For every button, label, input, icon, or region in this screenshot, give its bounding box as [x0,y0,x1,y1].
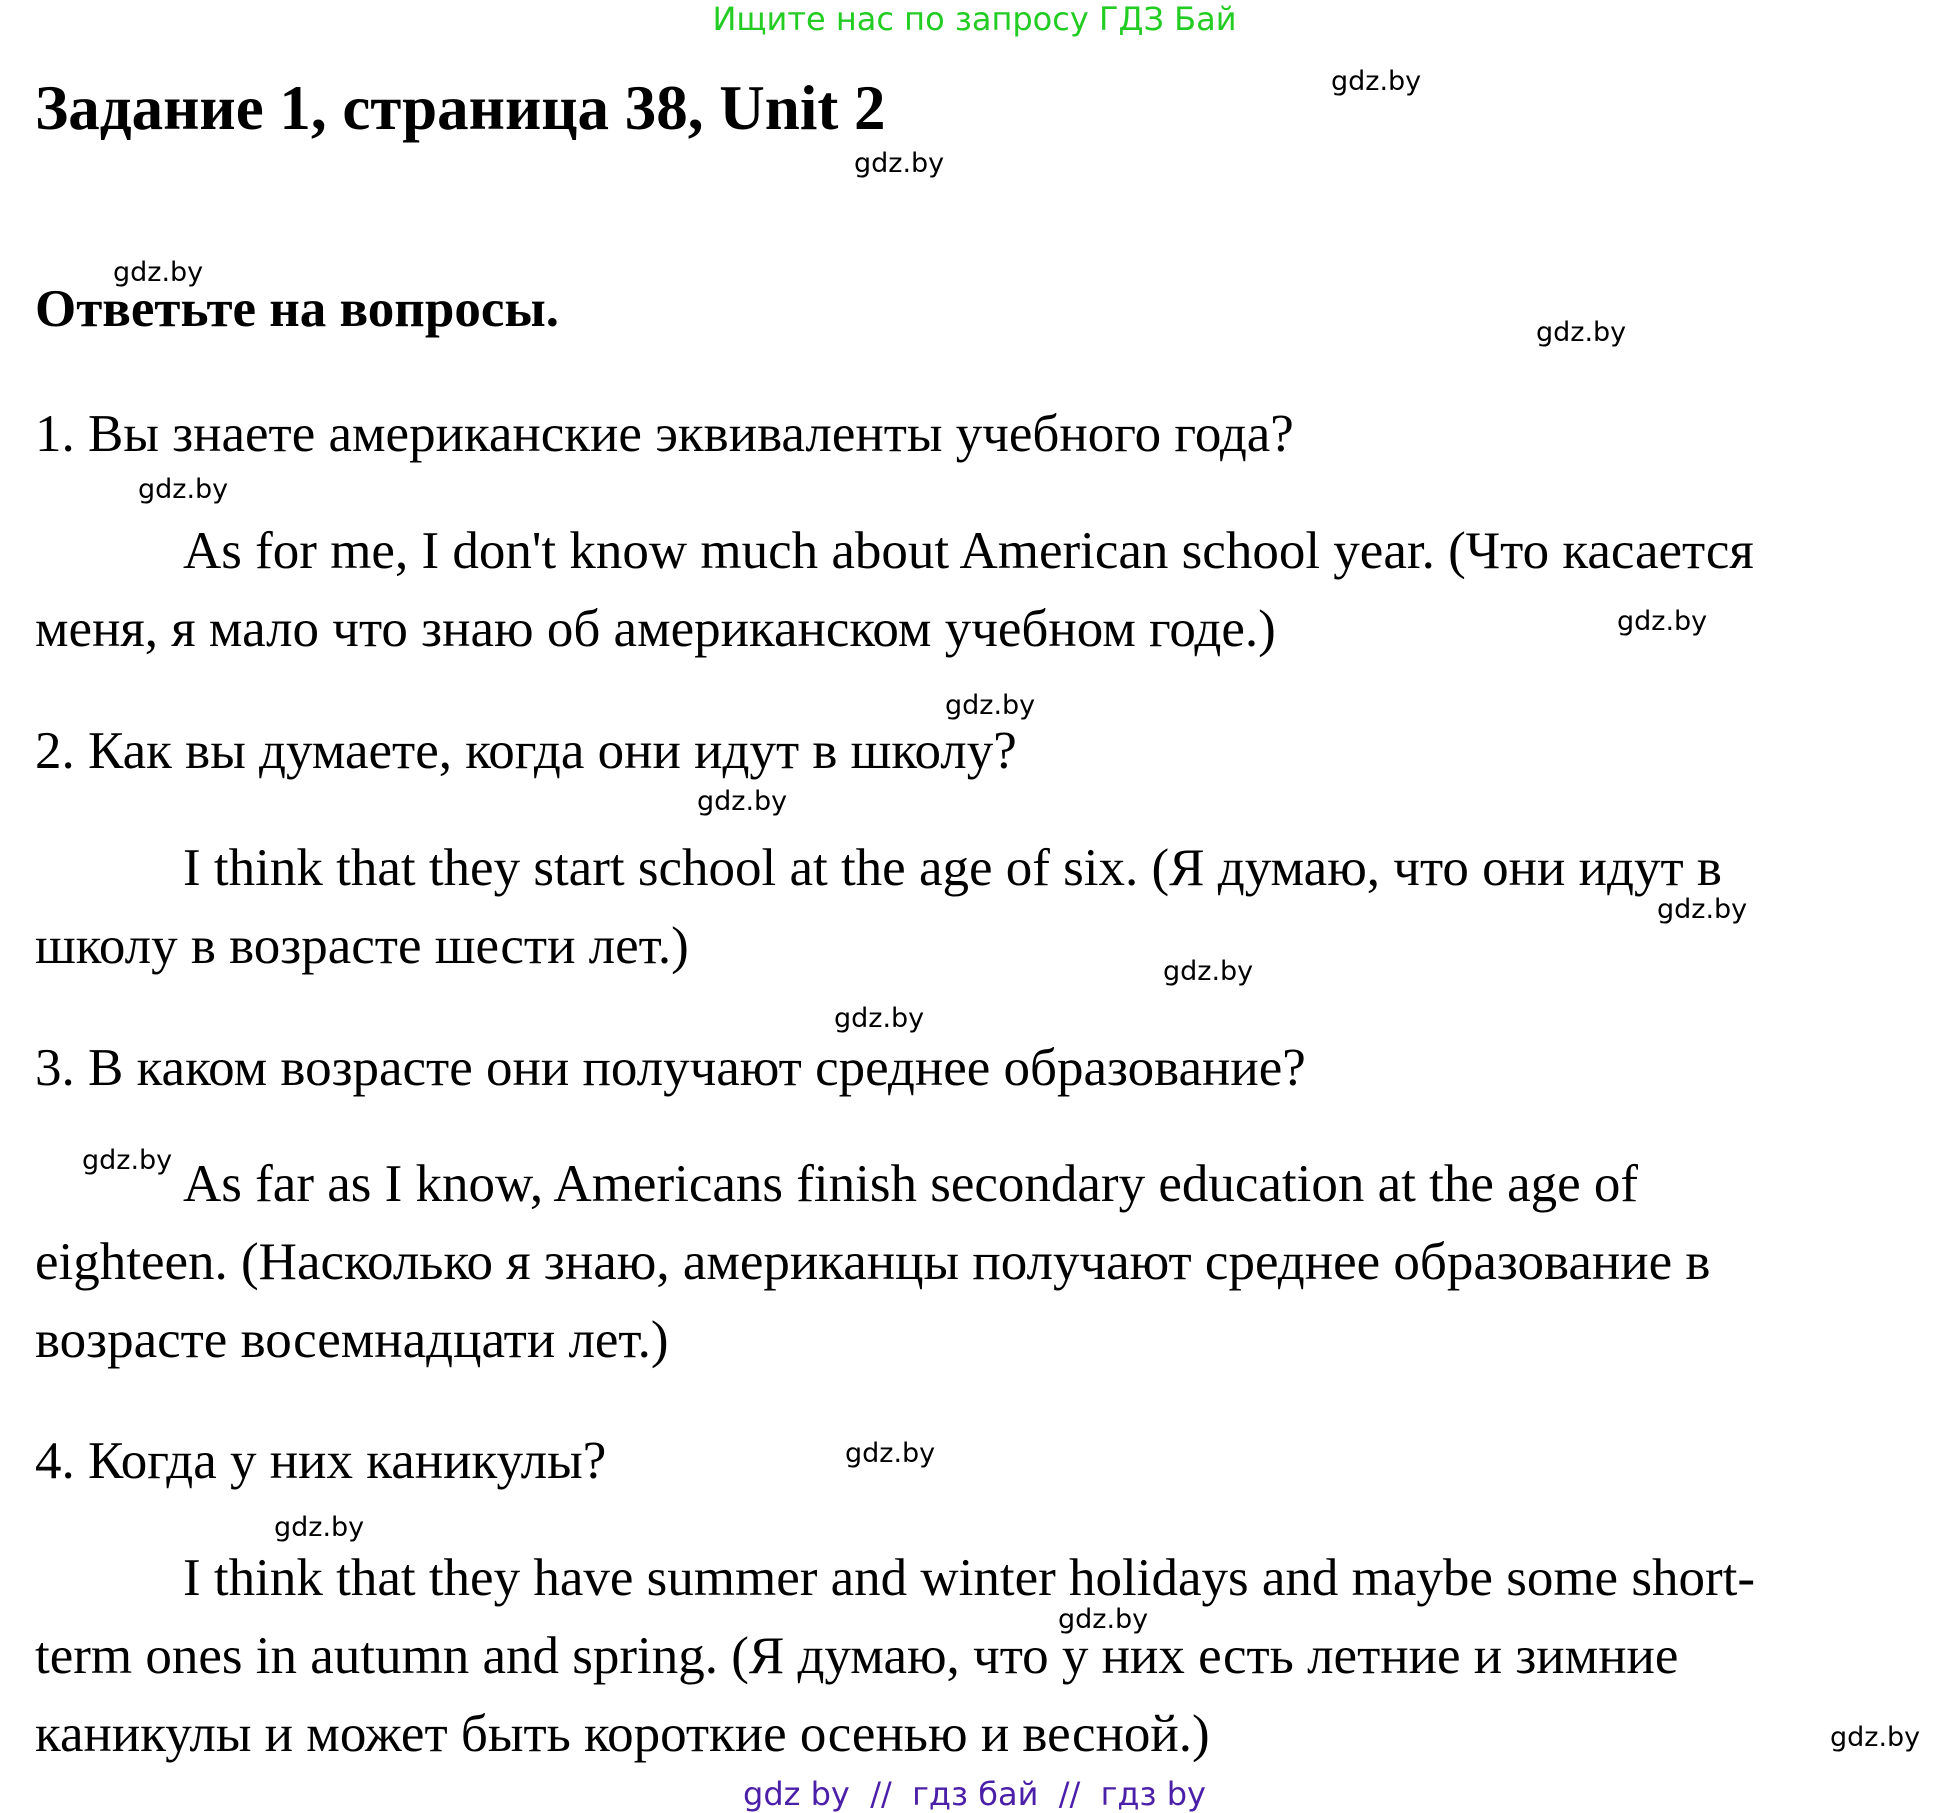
watermark: gdz.by [945,690,1036,721]
watermark: gdz.by [1830,1722,1921,1753]
watermark: gdz.by [113,257,204,288]
watermark: gdz.by [274,1512,365,1543]
watermark: gdz.by [1058,1604,1149,1635]
watermark: gdz.by [845,1438,936,1469]
question-2: 2. Как вы думаете, когда они идут в школу? [35,722,1017,780]
answer-1-line-1: As for me, I don't know much about American school year. (Что касается [183,522,1754,580]
watermark: gdz.by [138,474,229,505]
question-1: 1. Вы знаете американские эквиваленты учебного года? [35,405,1294,463]
watermark: gdz.by [1536,317,1627,348]
answer-4-line-3: каникулы и может быть короткие осенью и весной.) [35,1705,1210,1763]
question-3: 3. В каком возрасте они получают среднее образование? [35,1039,1306,1097]
answer-3-line-1: As far as I know, Americans finish secondary education at the age of [183,1155,1639,1213]
watermark: gdz.by [1617,606,1708,637]
answer-2-line-2: школу в возрасте шести лет.) [35,917,689,975]
watermark: gdz.by [82,1145,173,1176]
answer-3-line-3: возрасте восемнадцати лет.) [35,1311,669,1369]
watermark: gdz.by [854,148,945,179]
page-title: Задание 1, страница 38, Unit 2 [35,73,886,143]
search-banner: Ищите нас по запросу ГДЗ Бай [712,0,1237,38]
answer-1-line-2: меня, я мало что знаю об американском учебном годе.) [35,600,1276,658]
answer-4-line-2: term ones in autumn and spring. (Я думаю, что у них есть летние и зимние [35,1627,1679,1685]
section-heading: Ответьте на вопросы. [35,280,559,338]
watermark: gdz.by [697,786,788,817]
answer-3-line-2: eighteen. (Насколько я знаю, американцы получают среднее образование в [35,1233,1711,1291]
question-4: 4. Когда у них каникулы? [35,1432,607,1490]
watermark: gdz.by [834,1003,925,1034]
watermark: gdz.by [1331,66,1422,97]
watermark: gdz.by [1163,956,1254,987]
answer-2-line-1: I think that they start school at the age of six. (Я думаю, что они идут в [183,839,1722,897]
answer-4-line-1: I think that they have summer and winter holidays and maybe some short- [183,1549,1755,1607]
watermark: gdz.by [1657,894,1748,925]
footer-links: gdz by // гдз бай // гдз by [743,1775,1206,1813]
